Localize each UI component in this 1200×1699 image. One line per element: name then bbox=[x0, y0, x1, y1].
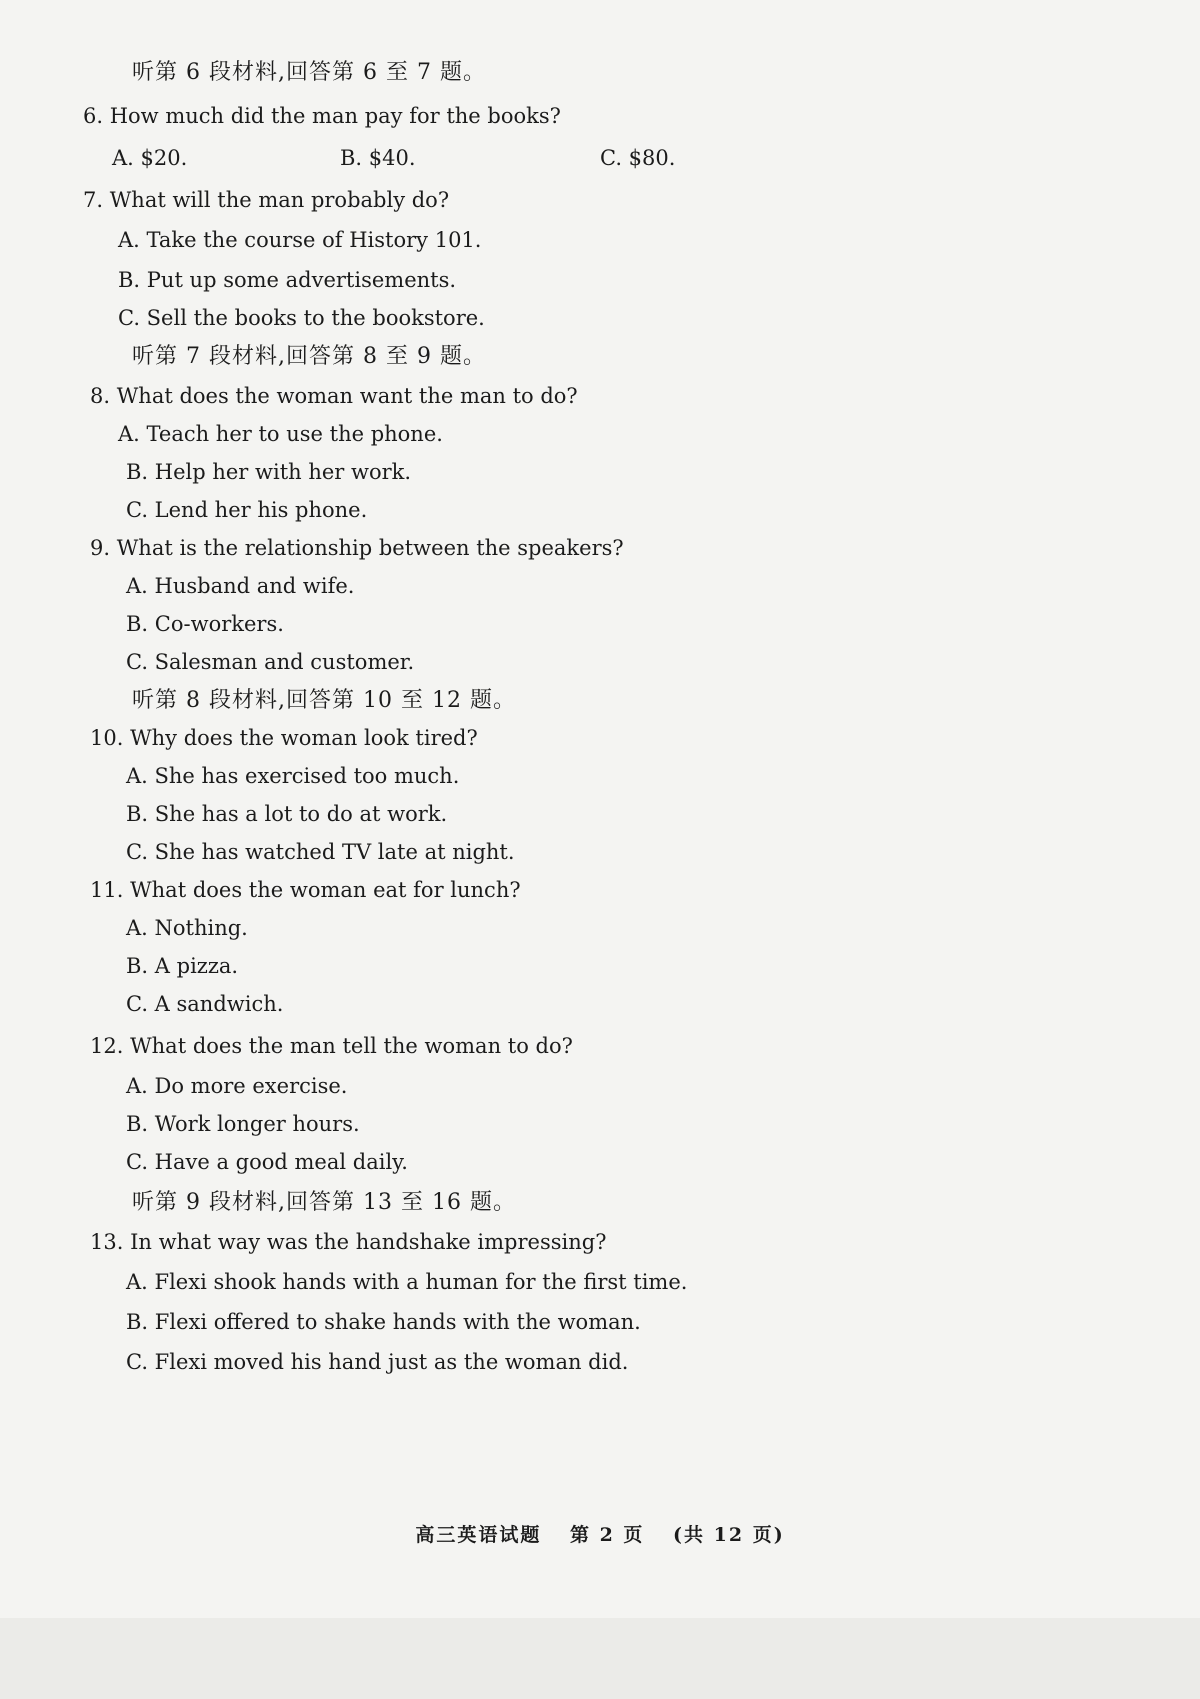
answer-option: B. Put up some advertisements. bbox=[118, 268, 457, 292]
question-text: 7. What will the man probably do? bbox=[83, 188, 450, 212]
question-text: 13. In what way was the handshake impressing? bbox=[90, 1230, 607, 1254]
answer-option: C. Lend her his phone. bbox=[126, 498, 368, 522]
answer-option: C. Flexi moved his hand just as the woman did. bbox=[126, 1350, 629, 1374]
option-c: C. $80. bbox=[600, 146, 676, 170]
question-text: 8. What does the woman want the man to do? bbox=[90, 384, 578, 408]
question-text: 6. How much did the man pay for the books? bbox=[83, 104, 561, 128]
answer-option: B. Flexi offered to shake hands with the woman. bbox=[126, 1310, 641, 1334]
answer-option: B. Co-workers. bbox=[126, 612, 284, 636]
option-a: A. $20. bbox=[112, 146, 188, 170]
section-heading: 听第 8 段材料,回答第 10 至 12 题。 bbox=[132, 688, 516, 713]
section-heading: 听第 6 段材料,回答第 6 至 7 题。 bbox=[132, 60, 486, 85]
scan-margin bbox=[0, 1618, 1200, 1699]
answer-option: B. A pizza. bbox=[126, 954, 239, 978]
answer-option: A. Take the course of History 101. bbox=[118, 228, 482, 252]
answer-option: A. Teach her to use the phone. bbox=[118, 422, 443, 446]
answer-option: C. A sandwich. bbox=[126, 992, 284, 1016]
answer-option: A. Husband and wife. bbox=[126, 574, 355, 598]
answer-option: C. She has watched TV late at night. bbox=[126, 840, 515, 864]
answer-option: A. Flexi shook hands with a human for the first time. bbox=[126, 1270, 688, 1294]
answer-option: C. Sell the books to the bookstore. bbox=[118, 306, 485, 330]
question-text: 10. Why does the woman look tired? bbox=[90, 726, 478, 750]
answer-option: B. Work longer hours. bbox=[126, 1112, 360, 1136]
answer-option: B. Help her with her work. bbox=[126, 460, 412, 484]
answer-option: A. Nothing. bbox=[126, 916, 248, 940]
option-b: B. $40. bbox=[340, 146, 416, 170]
footer-title: 高三英语试题 bbox=[415, 1524, 542, 1546]
question-text: 11. What does the woman eat for lunch? bbox=[90, 878, 521, 902]
question-text: 9. What is the relationship between the speakers? bbox=[90, 536, 624, 560]
answer-option: C. Salesman and customer. bbox=[126, 650, 415, 674]
section-heading: 听第 9 段材料,回答第 13 至 16 题。 bbox=[132, 1190, 516, 1215]
question-text: 12. What does the man tell the woman to do? bbox=[90, 1034, 573, 1058]
footer-total-pages: (共 12 页) bbox=[673, 1524, 785, 1546]
answer-option: C. Have a good meal daily. bbox=[126, 1150, 408, 1174]
answer-option: A. Do more exercise. bbox=[126, 1074, 348, 1098]
section-heading: 听第 7 段材料,回答第 8 至 9 题。 bbox=[132, 344, 486, 369]
answer-option: A. She has exercised too much. bbox=[126, 764, 460, 788]
answer-option: B. She has a lot to do at work. bbox=[126, 802, 448, 826]
page-footer bbox=[0, 1520, 1200, 1547]
footer-page-number: 第 2 页 bbox=[569, 1524, 645, 1546]
